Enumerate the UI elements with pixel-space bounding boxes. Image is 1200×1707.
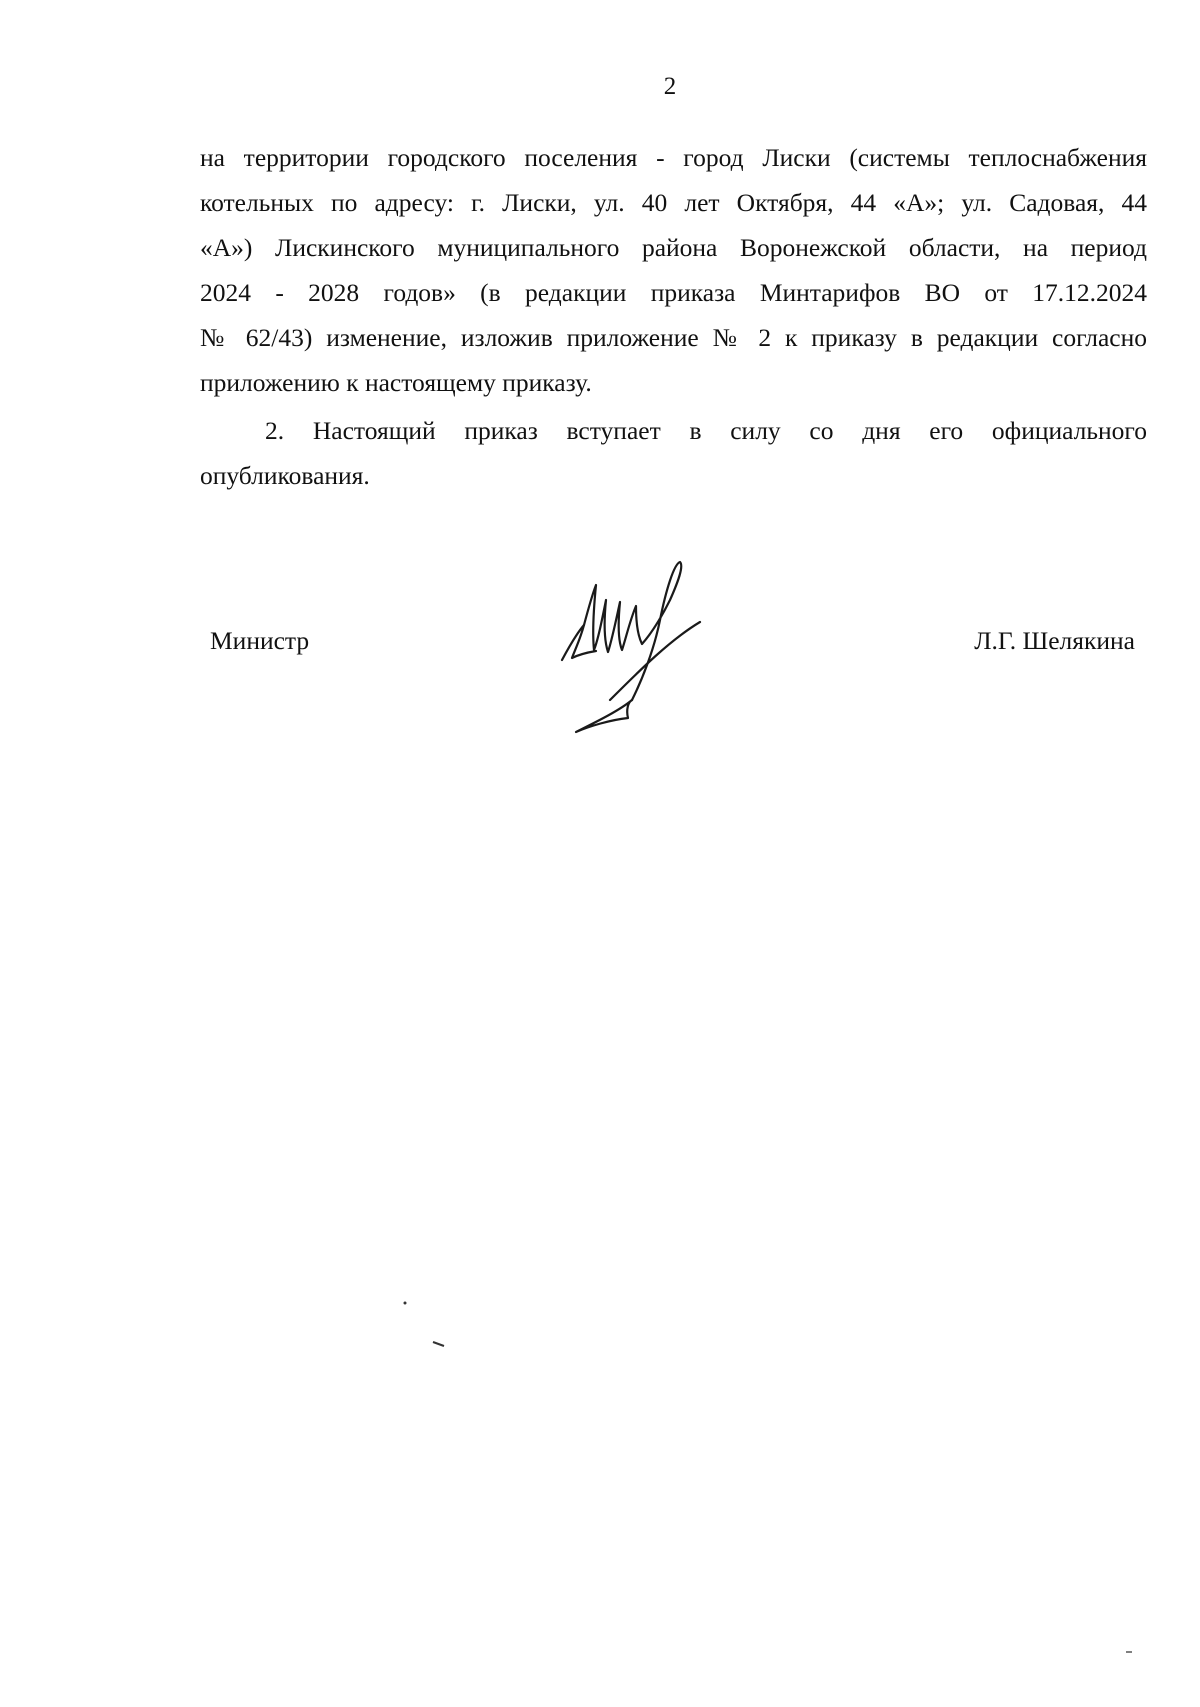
scan-speck: [402, 1300, 408, 1306]
text-line: приложению к настоящему приказу.: [200, 368, 592, 397]
scan-speck: [1125, 1650, 1133, 1654]
paragraph-item-2: [200, 408, 1147, 498]
paragraph-continuation: [200, 135, 1147, 405]
page-number: 2: [663, 73, 677, 100]
document-body: [200, 135, 1147, 498]
text-line: котельных по адресу: г. Лиски, ул. 40 лет Октября, 44 «А»; ул. Садовая, 44: [200, 188, 1147, 217]
handwritten-signature: [550, 540, 730, 740]
signer-name: Л.Г. Шелякина: [974, 626, 1135, 655]
text-line: 2. Настоящий приказ вступает в силу со дня его официального: [265, 416, 1147, 445]
text-line: опубликования.: [200, 461, 370, 490]
text-line: «А») Лискинского муниципального района Воронежской области, на период: [200, 233, 1147, 262]
signer-position: Министр: [210, 626, 310, 655]
text-line: на территории городского поселения - город Лиски (системы теплоснабжения: [200, 143, 1147, 172]
text-line: № 62/43) изменение, изложив приложение № 2 к приказу в редакции согласно: [200, 323, 1147, 352]
scan-speck: [432, 1340, 446, 1348]
text-line: 2024 - 2028 годов» (в редакции приказа Минтарифов ВО от 17.12.2024: [200, 278, 1147, 307]
